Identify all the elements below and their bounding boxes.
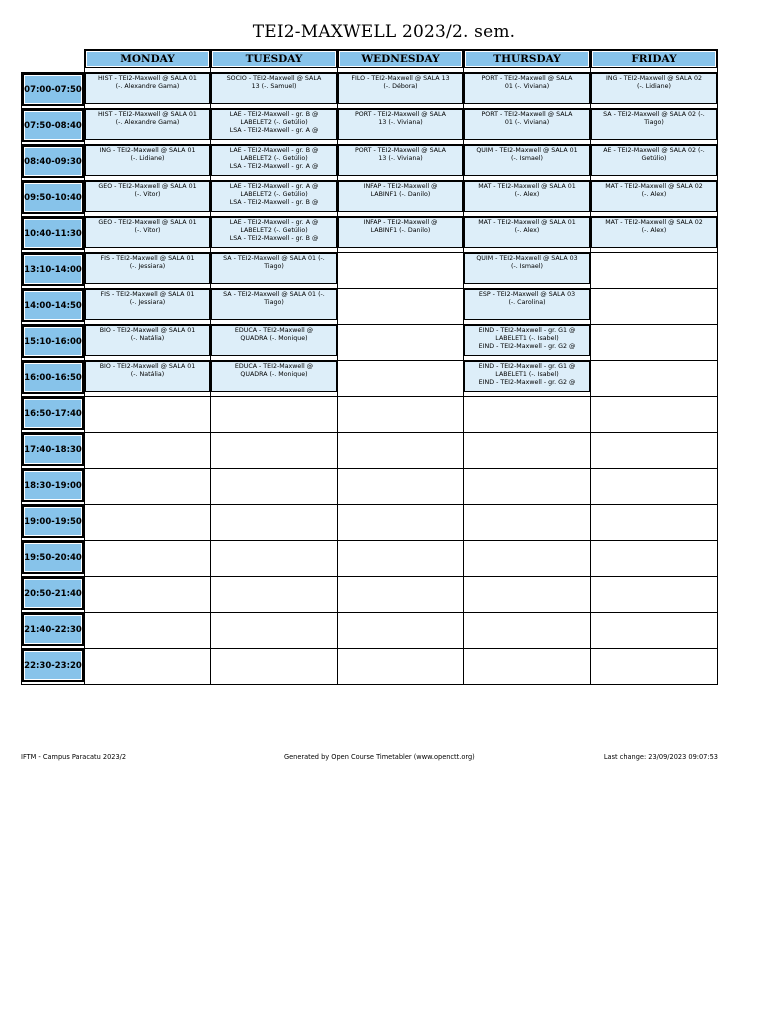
time-slot-cell <box>22 289 85 325</box>
schedule-cell <box>211 217 338 253</box>
schedule-cell <box>591 433 718 469</box>
activity-line: LABELET2 (-. Getúlio) <box>240 191 308 199</box>
activity-line: LABELET1 (-. Isabel) <box>495 371 559 379</box>
timetable-row <box>22 469 718 505</box>
time-slot-cell <box>22 217 85 253</box>
schedule-cell <box>338 325 464 361</box>
schedule-cell <box>338 649 464 685</box>
activity-card <box>464 217 590 248</box>
activity-line: 01 (-. Viviana) <box>504 83 550 91</box>
schedule-cell <box>338 217 464 253</box>
timetable-row <box>22 217 718 253</box>
activity-card <box>211 109 337 140</box>
activity-line: FIS - TEI2-Maxwell @ SALA 01 <box>100 291 195 298</box>
schedule-cell <box>338 397 464 433</box>
activity-line: (-. Carolina) <box>508 299 546 307</box>
schedule-cell <box>85 361 211 397</box>
timetable-row <box>22 253 718 289</box>
schedule-cell <box>464 577 591 613</box>
activity-line: MAT - TEI2-Maxwell @ SALA 01 <box>478 219 576 226</box>
day-label-tuesday: TUESDAY <box>211 50 337 68</box>
schedule-cell <box>338 109 464 145</box>
activity-line: FILO - TEI2-Maxwell @ SALA 13 <box>351 75 450 82</box>
schedule-cell <box>211 397 338 433</box>
day-header-row <box>22 50 718 73</box>
time-slot-label: 07:50-08:40 <box>22 109 84 142</box>
activity-card <box>85 145 210 176</box>
schedule-cell <box>591 145 718 181</box>
activity-card <box>85 361 210 392</box>
activity-line: LSA - TEI2-Maxwell - gr. A @ <box>229 127 319 135</box>
day-header <box>338 50 464 73</box>
activity-line: INFAP - TEI2-Maxwell @ <box>363 219 438 226</box>
activity-line: FIS - TEI2-Maxwell @ SALA 01 <box>100 255 195 262</box>
day-header <box>85 50 211 73</box>
activity-line: MAT - TEI2-Maxwell @ SALA 02 <box>605 219 703 226</box>
activity-line: SA - TEI2-Maxwell @ SALA 01 (-. <box>223 255 325 262</box>
activity-card <box>211 145 337 176</box>
day-header <box>464 50 591 73</box>
activity-line: HIST - TEI2-Maxwell @ SALA 01 <box>98 75 197 82</box>
activity-line: (-. Alex) <box>514 227 540 235</box>
schedule-cell <box>338 361 464 397</box>
activity-card <box>338 145 463 176</box>
schedule-cell <box>211 73 338 109</box>
schedule-cell <box>591 541 718 577</box>
activity-line: (-. Alex) <box>514 191 540 199</box>
schedule-cell <box>85 181 211 217</box>
activity-card <box>85 181 210 212</box>
activity-line: LABELET2 (-. Getúlio) <box>240 155 308 163</box>
activity-line: PORT - TEI2-Maxwell @ SALA <box>481 75 573 82</box>
activity-line: LABELET1 (-. Isabel) <box>495 335 559 343</box>
activity-line: ING - TEI2-Maxwell @ SALA 01 <box>99 147 196 154</box>
timetable-row <box>22 433 718 469</box>
activity-line: EIND - TEI2-Maxwell - gr. G1 @ <box>478 327 576 334</box>
activity-line: QUIM - TEI2-Maxwell @ SALA 01 <box>476 147 578 154</box>
activity-line: 13 (-. Viviana) <box>378 155 423 163</box>
schedule-cell <box>211 541 338 577</box>
time-slot-cell <box>22 469 85 505</box>
activity-card <box>85 289 210 320</box>
footer-last-change: Last change: 23/09/2023 09:07:53 <box>603 753 718 761</box>
schedule-cell <box>211 145 338 181</box>
schedule-cell <box>338 433 464 469</box>
schedule-cell <box>464 325 591 361</box>
activity-line: INFAP - TEI2-Maxwell @ <box>363 183 438 190</box>
schedule-cell <box>464 469 591 505</box>
schedule-cell <box>464 145 591 181</box>
activity-line: BIO - TEI2-Maxwell @ SALA 01 <box>99 327 196 334</box>
activity-line: (-. Vitor) <box>134 191 161 199</box>
activity-card <box>211 289 337 320</box>
schedule-cell <box>211 613 338 649</box>
schedule-cell <box>85 253 211 289</box>
activity-line: ING - TEI2-Maxwell @ SALA 02 <box>606 75 702 82</box>
time-slot-label: 10:40-11:30 <box>22 217 84 250</box>
activity-line: 01 (-. Viviana) <box>504 119 550 127</box>
schedule-cell <box>464 397 591 433</box>
timetable-row <box>22 145 718 181</box>
time-slot-cell <box>22 73 85 109</box>
activity-line: EIND - TEI2-Maxwell - gr. G1 @ <box>478 363 576 370</box>
activity-line: (-. Alexandre Gama) <box>115 83 180 91</box>
activity-line: HIST - TEI2-Maxwell @ SALA 01 <box>98 111 197 118</box>
time-slot-cell <box>22 145 85 181</box>
activity-card <box>464 145 590 176</box>
schedule-cell <box>591 577 718 613</box>
activity-line: 13 (-. Viviana) <box>378 119 423 127</box>
schedule-cell <box>464 109 591 145</box>
page-title: TEI2-MAXWELL 2023/2. sem. <box>252 22 516 42</box>
activity-card <box>211 181 337 212</box>
footer-institution: IFTM - Campus Paracatu 2023/2 <box>21 753 127 761</box>
schedule-cell <box>85 577 211 613</box>
timetable-row <box>22 73 718 109</box>
schedule-cell <box>464 541 591 577</box>
activity-line: Tiago) <box>644 119 664 127</box>
schedule-cell <box>85 469 211 505</box>
activity-line: LSA - TEI2-Maxwell - gr. B @ <box>229 199 319 207</box>
schedule-cell <box>464 433 591 469</box>
time-slot-label: 22:30-23:20 <box>22 649 84 682</box>
time-slot-cell <box>22 109 85 145</box>
day-label-friday: FRIDAY <box>591 50 717 68</box>
schedule-cell <box>338 181 464 217</box>
activity-line: ESP - TEI2-Maxwell @ SALA 03 <box>478 291 576 298</box>
activity-line: Tiago) <box>264 263 284 271</box>
time-slot-cell <box>22 253 85 289</box>
activity-line: (-. Alexandre Gama) <box>115 119 180 127</box>
activity-card <box>338 109 463 140</box>
time-slot-cell <box>22 505 85 541</box>
schedule-cell <box>464 613 591 649</box>
schedule-cell <box>85 217 211 253</box>
schedule-cell <box>464 649 591 685</box>
time-slot-label: 14:00-14:50 <box>22 289 84 322</box>
time-slot-label: 09:50-10:40 <box>22 181 84 214</box>
schedule-cell <box>211 649 338 685</box>
schedule-cell <box>211 469 338 505</box>
schedule-cell <box>211 181 338 217</box>
schedule-cell <box>591 217 718 253</box>
activity-line: (-. Jessiara) <box>129 263 166 271</box>
activity-card <box>338 181 463 212</box>
schedule-cell <box>85 433 211 469</box>
activity-card <box>338 73 463 104</box>
time-slot-label: 19:50-20:40 <box>22 541 84 574</box>
activity-card <box>591 181 717 212</box>
activity-line: LSA - TEI2-Maxwell - gr. A @ <box>229 163 319 171</box>
activity-card <box>211 217 337 248</box>
activity-line: QUADRA (-. Monique) <box>240 371 308 379</box>
time-slot-cell <box>22 649 85 685</box>
activity-line: Getúlio) <box>641 155 667 163</box>
schedule-cell <box>464 181 591 217</box>
time-slot-cell <box>22 397 85 433</box>
day-label-thursday: THURSDAY <box>464 50 590 68</box>
time-slot-label: 18:30-19:00 <box>22 469 84 502</box>
activity-card <box>85 217 210 248</box>
time-slot-label: 21:40-22:30 <box>22 613 84 646</box>
activity-card <box>464 73 590 104</box>
schedule-cell <box>591 253 718 289</box>
activity-line: SA - TEI2-Maxwell @ SALA 02 (-. <box>603 111 705 118</box>
activity-card <box>85 109 210 140</box>
schedule-cell <box>591 109 718 145</box>
corner-blank <box>22 50 85 73</box>
schedule-cell <box>338 289 464 325</box>
time-slot-cell <box>22 613 85 649</box>
time-slot-label: 16:00-16:50 <box>22 361 84 394</box>
time-slot-label: 08:40-09:30 <box>22 145 84 178</box>
schedule-cell <box>338 73 464 109</box>
schedule-cell <box>211 325 338 361</box>
time-slot-cell <box>22 577 85 613</box>
timetable-row <box>22 649 718 685</box>
activity-line: PORT - TEI2-Maxwell @ SALA <box>355 111 446 118</box>
schedule-cell <box>338 613 464 649</box>
timetable-row <box>22 541 718 577</box>
schedule-cell <box>591 649 718 685</box>
activity-line: (-. Lidiane) <box>637 83 671 91</box>
activity-card <box>464 181 590 212</box>
schedule-cell <box>464 289 591 325</box>
activity-card <box>464 109 590 140</box>
activity-line: LABELET2 (-. Getúlio) <box>240 227 308 235</box>
schedule-cell <box>338 469 464 505</box>
footer-generator: Generated by Open Course Timetabler (www.openctt.org) <box>284 753 475 761</box>
activity-card <box>464 253 590 284</box>
schedule-cell <box>464 73 591 109</box>
schedule-cell <box>464 505 591 541</box>
activity-card <box>591 109 717 140</box>
timetable <box>21 49 718 685</box>
activity-card <box>211 325 337 356</box>
activity-line: (-. Ismael) <box>511 263 543 271</box>
schedule-cell <box>85 397 211 433</box>
activity-card <box>85 325 210 356</box>
time-slot-label: 07:00-07:50 <box>22 73 84 106</box>
activity-line: AE - TEI2-Maxwell @ SALA 02 (-. <box>603 147 705 154</box>
timetable-row <box>22 613 718 649</box>
time-slot-cell <box>22 181 85 217</box>
timetable-row <box>22 505 718 541</box>
schedule-cell <box>85 145 211 181</box>
activity-line: LABINF1 (-. Danilo) <box>370 227 431 235</box>
schedule-cell <box>85 613 211 649</box>
schedule-cell <box>211 505 338 541</box>
activity-line: (-. Ismael) <box>511 155 543 163</box>
activity-line: LSA - TEI2-Maxwell - gr. B @ <box>229 235 319 243</box>
activity-card <box>591 73 717 104</box>
time-slot-cell <box>22 361 85 397</box>
day-header <box>211 50 338 73</box>
time-slot-label: 13:10-14:00 <box>22 253 84 286</box>
activity-line: PORT - TEI2-Maxwell @ SALA <box>355 147 446 154</box>
time-slot-label: 20:50-21:40 <box>22 577 84 610</box>
activity-line: (-. Alex) <box>641 227 667 235</box>
activity-card <box>591 145 717 176</box>
schedule-cell <box>338 505 464 541</box>
activity-line: LAE - TEI2-Maxwell - gr. B @ <box>229 147 319 154</box>
activity-line: GEO - TEI2-Maxwell @ SALA 01 <box>98 219 197 226</box>
time-slot-cell <box>22 325 85 361</box>
time-slot-label: 17:40-18:30 <box>22 433 84 466</box>
time-slot-label: 16:50-17:40 <box>22 397 84 430</box>
activity-card <box>211 361 337 392</box>
day-label-wednesday: WEDNESDAY <box>338 50 463 68</box>
activity-line: QUIM - TEI2-Maxwell @ SALA 03 <box>476 255 578 262</box>
schedule-cell <box>464 361 591 397</box>
activity-line: LAE - TEI2-Maxwell - gr. A @ <box>229 219 319 226</box>
schedule-cell <box>591 181 718 217</box>
time-slot-label: 19:00-19:50 <box>22 505 84 538</box>
timetable-row <box>22 361 718 397</box>
schedule-cell <box>85 325 211 361</box>
schedule-cell <box>211 109 338 145</box>
activity-line: PORT - TEI2-Maxwell @ SALA <box>481 111 573 118</box>
activity-line: SOCIO - TEI2-Maxwell @ SALA <box>226 75 322 82</box>
activity-line: EIND - TEI2-Maxwell - gr. G2 @ <box>478 343 576 351</box>
activity-line: MAT - TEI2-Maxwell @ SALA 01 <box>478 183 576 190</box>
schedule-cell <box>464 253 591 289</box>
schedule-cell <box>591 73 718 109</box>
activity-card <box>591 217 717 248</box>
schedule-cell <box>85 289 211 325</box>
activity-card <box>211 253 337 284</box>
activity-card <box>464 361 590 392</box>
schedule-cell <box>591 397 718 433</box>
activity-line: (-. Natália) <box>130 335 165 343</box>
schedule-cell <box>591 613 718 649</box>
activity-line: Tiago) <box>264 299 284 307</box>
schedule-cell <box>591 505 718 541</box>
activity-line: (-. Lidiane) <box>130 155 165 163</box>
timetable-row <box>22 325 718 361</box>
activity-line: EDUCA - TEI2-Maxwell @ <box>234 363 314 370</box>
schedule-cell <box>211 253 338 289</box>
time-slot-label: 15:10-16:00 <box>22 325 84 358</box>
day-label-monday: MONDAY <box>85 50 210 68</box>
activity-line: (-. Débora) <box>383 83 418 91</box>
schedule-cell <box>338 145 464 181</box>
time-slot-cell <box>22 433 85 469</box>
activity-line: LAE - TEI2-Maxwell - gr. A @ <box>229 183 319 190</box>
activity-line: (-. Jessiara) <box>129 299 166 307</box>
activity-line: LABELET2 (-. Getúlio) <box>240 119 308 127</box>
activity-line: (-. Natália) <box>130 371 165 379</box>
timetable-row <box>22 577 718 613</box>
activity-line: GEO - TEI2-Maxwell @ SALA 01 <box>98 183 197 190</box>
schedule-cell <box>85 505 211 541</box>
schedule-cell <box>85 541 211 577</box>
timetable-row <box>22 289 718 325</box>
timetable-body <box>22 73 718 685</box>
schedule-cell <box>211 361 338 397</box>
timetable-row <box>22 181 718 217</box>
activity-card <box>464 325 590 356</box>
schedule-cell <box>591 361 718 397</box>
time-slot-cell <box>22 541 85 577</box>
schedule-cell <box>85 649 211 685</box>
activity-line: QUADRA (-. Monique) <box>240 335 308 343</box>
activity-line: (-. Vitor) <box>134 227 161 235</box>
schedule-cell <box>85 109 211 145</box>
activity-line: LAE - TEI2-Maxwell - gr. B @ <box>229 111 319 118</box>
schedule-cell <box>464 217 591 253</box>
activity-line: MAT - TEI2-Maxwell @ SALA 02 <box>605 183 703 190</box>
schedule-cell <box>85 73 211 109</box>
activity-line: 13 (-. Samuel) <box>251 83 297 91</box>
schedule-cell <box>591 469 718 505</box>
timetable-row <box>22 397 718 433</box>
schedule-cell <box>591 325 718 361</box>
activity-card <box>85 253 210 284</box>
schedule-cell <box>211 289 338 325</box>
activity-card <box>85 73 210 104</box>
activity-line: SA - TEI2-Maxwell @ SALA 01 (-. <box>223 291 325 298</box>
schedule-cell <box>338 541 464 577</box>
activity-line: EDUCA - TEI2-Maxwell @ <box>234 327 314 334</box>
activity-line: (-. Alex) <box>641 191 667 199</box>
activity-line: BIO - TEI2-Maxwell @ SALA 01 <box>99 363 196 370</box>
schedule-cell <box>211 577 338 613</box>
activity-card <box>464 289 590 320</box>
day-header <box>591 50 718 73</box>
schedule-cell <box>338 577 464 613</box>
activity-card <box>211 73 337 104</box>
activity-line: LABINF1 (-. Danilo) <box>370 191 431 199</box>
activity-card <box>338 217 463 248</box>
timetable-row <box>22 109 718 145</box>
schedule-cell <box>338 253 464 289</box>
schedule-cell <box>591 289 718 325</box>
activity-line: EIND - TEI2-Maxwell - gr. G2 @ <box>478 379 576 387</box>
schedule-cell <box>211 433 338 469</box>
